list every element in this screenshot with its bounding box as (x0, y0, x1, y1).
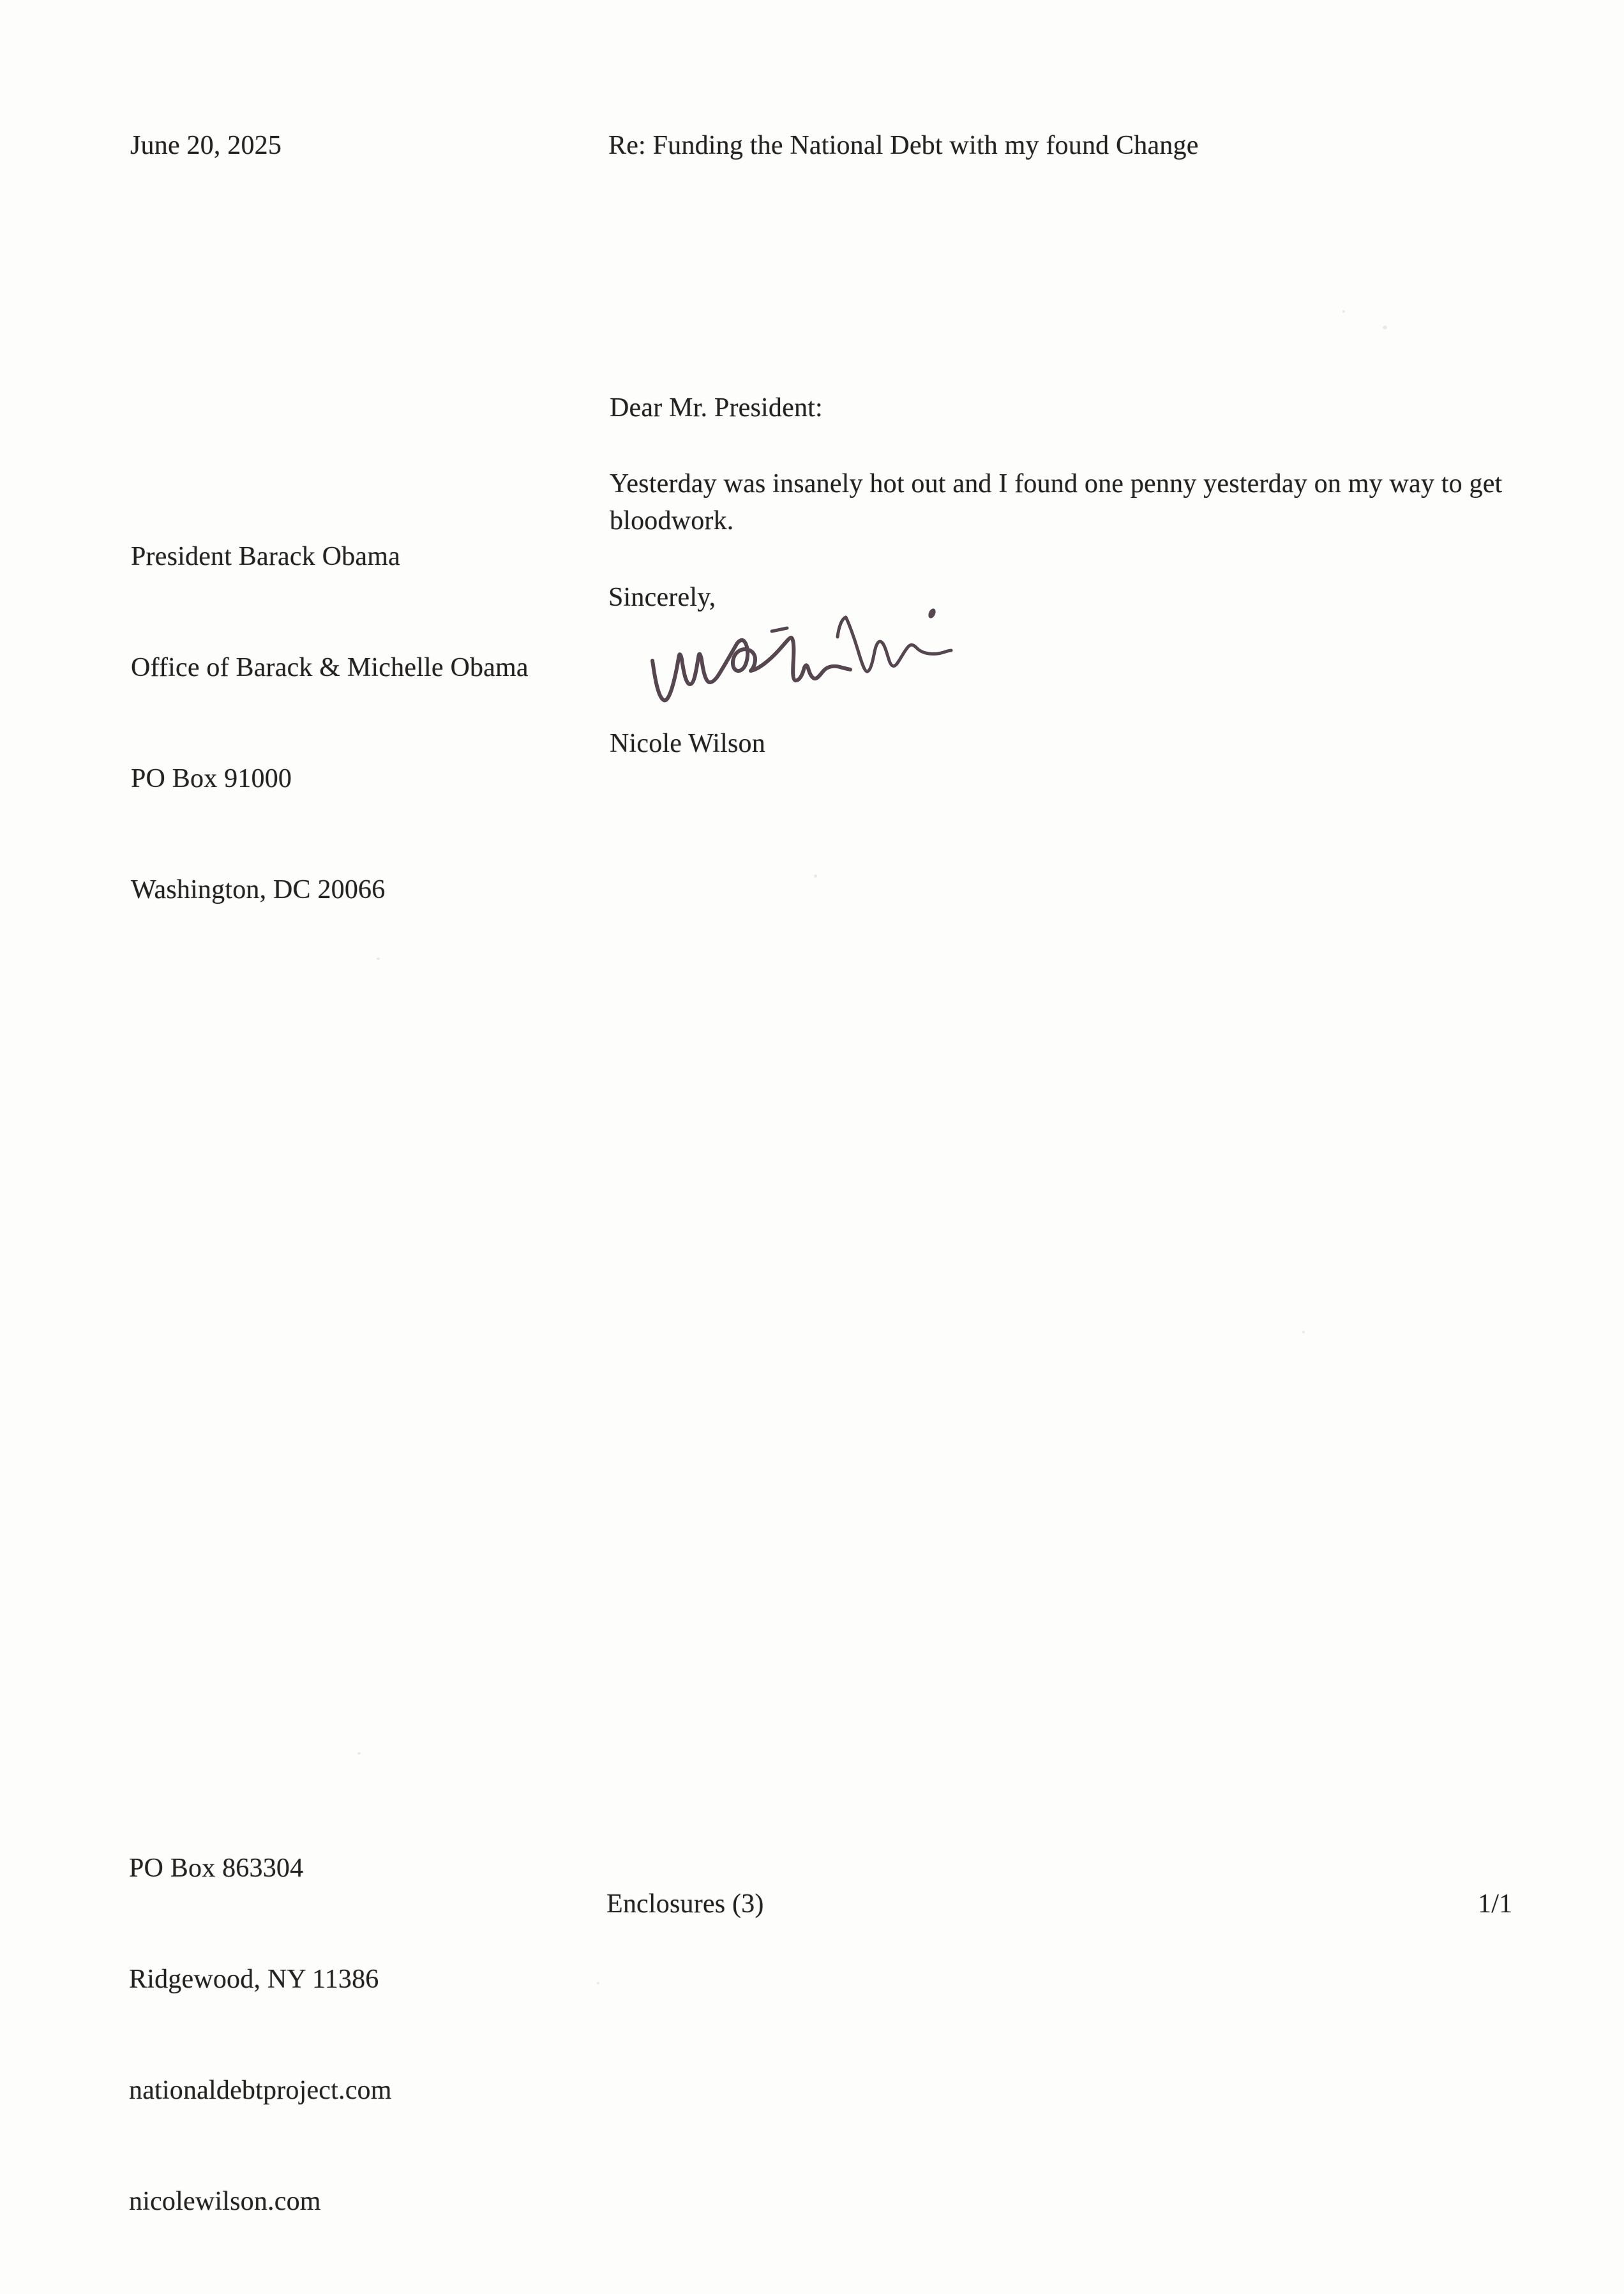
scan-speckle (597, 1982, 599, 1984)
signature-scrawl-left (652, 638, 850, 700)
signature-scrawl-right (838, 617, 951, 671)
handwritten-signature (638, 602, 958, 714)
sender-address-line: nicolewilson.com (129, 2187, 321, 2216)
signature-i-dot (927, 608, 937, 620)
date-text: June 20, 2025 (130, 131, 282, 160)
scan-speckle (1383, 326, 1387, 329)
recipient-address-line: President Barack Obama (131, 542, 400, 571)
scan-speckle (814, 874, 817, 878)
closing: Sincerely, (608, 583, 716, 612)
scan-speckle (357, 1752, 361, 1755)
sender-address-block (129, 1776, 392, 2294)
typed-signature-name: Nicole Wilson (610, 729, 765, 758)
scan-speckle (1342, 310, 1345, 313)
salutation: Dear Mr. President: (610, 393, 823, 423)
page-number: 1/1 (1478, 1889, 1513, 1919)
recipient-address-line: PO Box 91000 (131, 764, 292, 793)
sender-address-line: PO Box 863304 (129, 1854, 304, 1883)
sender-address-line: Ridgewood, NY 11386 (129, 1965, 379, 1994)
scan-speckle (1302, 1331, 1305, 1333)
recipient-address-block (131, 464, 529, 982)
body-paragraph: Yesterday was insanely hot out and I found one penny yesterday on my way to get bloodwork. (610, 469, 1503, 536)
scan-speckle (377, 957, 380, 960)
sender-address-line: nationaldebtproject.com (129, 2076, 392, 2105)
enclosures-note: Enclosures (3) (606, 1889, 764, 1919)
recipient-address-line: Washington, DC 20066 (131, 875, 386, 904)
signature-accent-dash (772, 628, 787, 631)
subject-line: Re: Funding the National Debt with my found Change (608, 131, 1199, 160)
recipient-address-line: Office of Barack & Michelle Obama (131, 653, 529, 682)
